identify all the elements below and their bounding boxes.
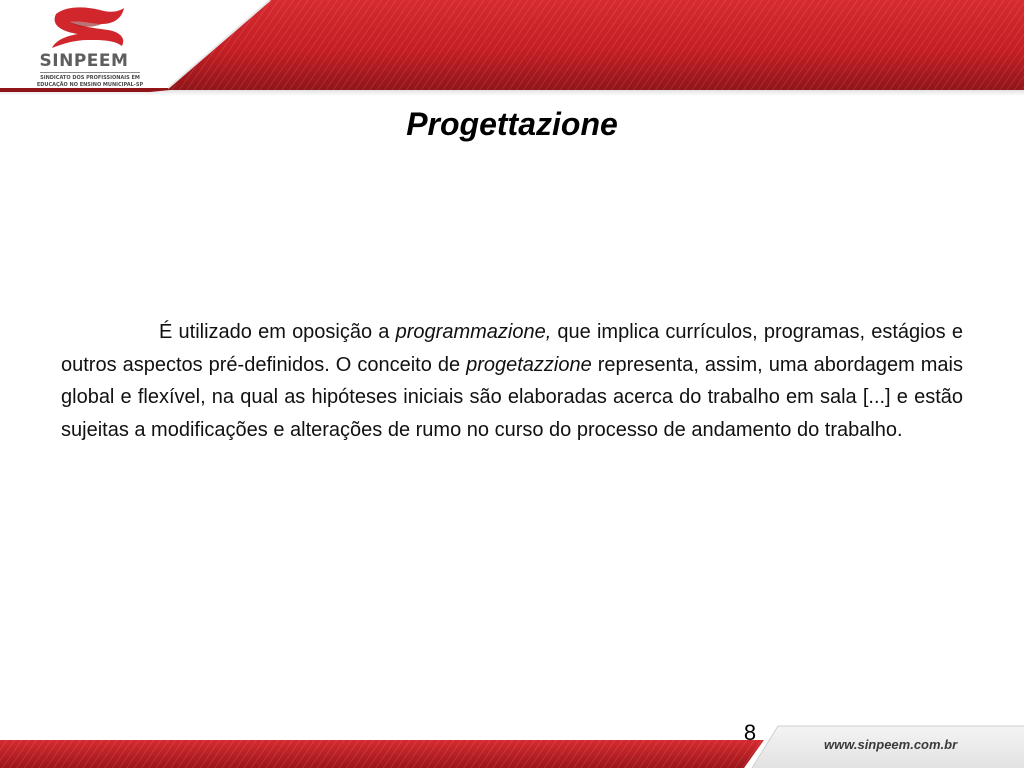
term-programmazione: programmazione, xyxy=(395,321,552,343)
slide-title: Progettazione xyxy=(406,106,618,142)
page-number: 8 xyxy=(743,720,757,745)
body-paragraph xyxy=(61,316,963,446)
sinpeem-ribbon-icon xyxy=(22,4,146,52)
header-banner xyxy=(0,0,1024,100)
term-progetazzione: progetazzione xyxy=(466,353,592,376)
footer-website: www.sinpeem.com.br xyxy=(824,737,958,752)
logo-subtitle-line2: EDUCAÇÃO NO ENSINO MUNICIPAL-SP xyxy=(36,82,144,88)
paragraph-text: que implica currículos, programas, estágios e outros aspectos pré-definidos. O conceito de xyxy=(61,321,963,376)
logo-wordmark: SINPEEM xyxy=(39,51,129,71)
paragraph-text: É utilizado em oposição a xyxy=(159,321,396,343)
paragraph-text: representa, assim, uma abordagem mais global e flexível, na qual as hipóteses iniciais são elaboradas acerca do trabalho em sala [...] e estão sujeitas a modificações e alterações de rumo no curso do processo de andamento do trabalho. xyxy=(61,353,963,441)
sinpeem-logo xyxy=(22,4,146,90)
logo-subtitle-line1: SINDICATO DOS PROFISSIONAIS EM xyxy=(40,75,140,81)
logo-divider xyxy=(40,72,140,73)
